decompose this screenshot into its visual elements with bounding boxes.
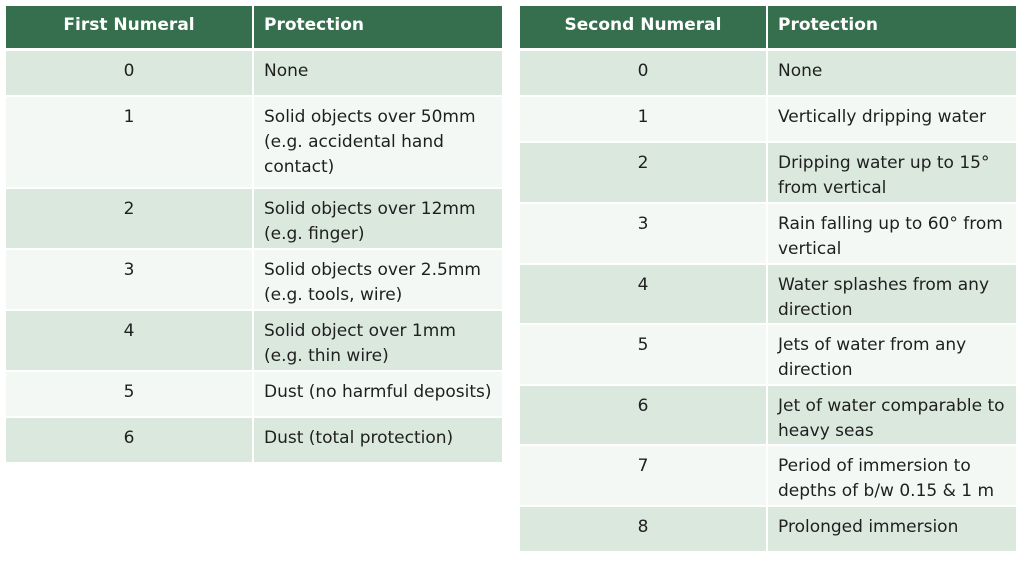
table-row [520,265,1016,325]
table-row [6,311,502,372]
protection-cell: None [254,51,502,97]
protection-cell: Period of immersion to depths of b/w 0.15 & 1 m [768,446,1016,507]
protection-cell: Dripping water up to 15° from vertical [768,143,1016,204]
protection-cell: Vertically dripping water [768,97,1016,143]
first-numeral-header: First Numeral [6,6,254,51]
numeral-cell: 3 [520,204,768,265]
table-row [520,325,1016,386]
protection-cell: Prolonged immersion [768,507,1016,553]
numeral-cell: 7 [520,446,768,507]
table-row [520,446,1016,507]
protection-cell: Solid objects over 50mm (e.g. accidental hand contact) [254,97,502,189]
protection-cell: Jet of water comparable to heavy seas [768,386,1016,446]
table-row [6,51,502,97]
numeral-cell: 5 [520,325,768,386]
numeral-cell: 1 [6,97,254,189]
table-row [520,386,1016,446]
numeral-cell: 1 [520,97,768,143]
protection-cell: Solid object over 1mm (e.g. thin wire) [254,311,502,372]
numeral-cell: 6 [520,386,768,446]
numeral-cell: 4 [520,265,768,325]
protection-cell: Solid objects over 12mm (e.g. finger) [254,189,502,250]
table-header-row [520,6,1016,51]
table-row [6,97,502,189]
numeral-cell: 4 [6,311,254,372]
protection-cell: Solid objects over 2.5mm (e.g. tools, wire) [254,250,502,311]
table-row [520,143,1016,204]
protection-header: Protection [254,6,502,51]
table-row [520,97,1016,143]
protection-cell: Rain falling up to 60° from vertical [768,204,1016,265]
second-numeral-header: Second Numeral [520,6,768,51]
protection-header: Protection [768,6,1016,51]
protection-cell: None [768,51,1016,97]
table-row [6,250,502,311]
numeral-cell: 5 [6,372,254,418]
numeral-cell: 2 [520,143,768,204]
protection-cell: Jets of water from any direction [768,325,1016,386]
table-row [520,507,1016,553]
table-row [520,51,1016,97]
protection-cell: Dust (total protection) [254,418,502,464]
protection-cell: Water splashes from any direction [768,265,1016,325]
protection-cell: Dust (no harmful deposits) [254,372,502,418]
numeral-cell: 8 [520,507,768,553]
table-header-row [6,6,502,51]
table-row [6,418,502,464]
numeral-cell: 3 [6,250,254,311]
table-row [6,372,502,418]
numeral-cell: 0 [6,51,254,97]
table-row [520,204,1016,265]
numeral-cell: 0 [520,51,768,97]
second-numeral-table [520,6,1016,553]
table-row [6,189,502,250]
numeral-cell: 6 [6,418,254,464]
numeral-cell: 2 [6,189,254,250]
first-numeral-table [6,6,502,464]
